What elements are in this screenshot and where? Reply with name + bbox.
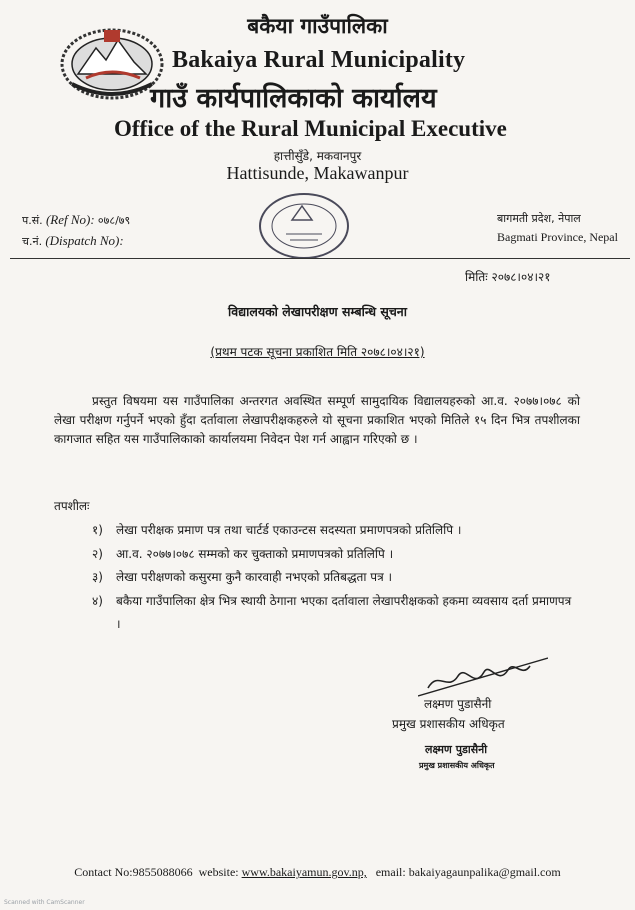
reference-block (22, 210, 130, 252)
list-item (92, 543, 572, 567)
email-label: email: (375, 865, 406, 879)
dispatch-no-line (22, 231, 130, 252)
list-item-number: ४) (92, 593, 103, 608)
signatory-title: प्रमुख प्रशासकीय अधिकृत (392, 717, 505, 731)
notice-subject: विद्यालयको लेखापरीक्षण सम्बन्धि सूचना (228, 304, 407, 319)
dispatch-label-np: च.नं. (22, 235, 43, 248)
dispatch-label-en: (Dispatch No): (45, 233, 124, 248)
office-name-en: Office of the Rural Municipal Executive (114, 116, 507, 141)
publish-date-text: (प्रथम पटक सूचना प्रकाशित मिति २०७८।०४।२१) (210, 345, 425, 359)
province-np: बागमती प्रदेश, नेपाल (497, 212, 581, 225)
office-stamp (256, 190, 352, 262)
notice-date: मितिः २०७८।०४।२१ (465, 270, 551, 284)
signatory-name: लक्ष्मण पुडासैनी (424, 697, 492, 711)
header-divider (10, 258, 630, 259)
email-address[interactable]: bakaiyagaunpalika@gmail.com (408, 865, 561, 879)
ref-label-en: (Ref No): (45, 212, 95, 227)
list-item (92, 519, 572, 543)
scanner-watermark: Scanned with CamScanner (4, 899, 85, 906)
list-item-text: आ.व. २०७७।०७८ सम्मको कर चुक्ताको प्रमाणपत्रको प्रतिलिपि । (116, 546, 394, 561)
address-np: हात्तीसुँडे, मकवानपुर (273, 149, 362, 163)
details-heading: तपशीलः (54, 499, 90, 513)
address-en: Hattisunde, Makawanpur (226, 163, 409, 183)
body-paragraph: प्रस्तुत विषयमा यस गाउँपालिका अन्तरगत अवस्थित सम्पूर्ण सामुदायिक विद्यालयहरुको आ.व. २०७७।०७८ को लेखा परीक्षण गर्नुपर्ने भएको हुँदा दर्तावाला लेखापरीक्षकहरुले यो सूचना प्रकाशित भएको मितिले १५ दिन भित्र तपशीलका कागजात सहित यस गाउँपालिकाको कार्यालयमा निवेदन पेश गर्न आह्वान गरिएको छ । (54, 394, 580, 446)
list-item-number: ३) (92, 570, 103, 584)
municipality-name-en: Bakaiya Rural Municipality (172, 47, 466, 73)
municipality-name-np: बकैया गाउँपालिका (247, 14, 388, 38)
province-block (497, 209, 618, 247)
province-en: Bagmati Province, Nepal (497, 230, 618, 244)
footer-contact (0, 865, 635, 880)
stamp-signatory-title: प्रमुख प्रशासकीय अधिकृत (419, 761, 495, 770)
list-item-text: लेखा परीक्षणको कसुरमा कुनै कारवाही नभएको प्रतिबद्धता पत्र । (116, 570, 393, 584)
website-label: website: (198, 865, 239, 879)
office-name-np: गाउँ कार्यपालिकाको कार्यालय (150, 83, 437, 114)
requirements-list (92, 519, 572, 637)
ref-no-line (22, 210, 130, 231)
notice-body (54, 392, 580, 449)
list-item-text: लेखा परीक्षक प्रमाण पत्र तथा चार्टर्ड एकाउन्टस सदस्यता प्रमाणपत्रको प्रतिलिपि । (116, 523, 462, 537)
stamp-signatory-name: लक्ष्मण पुडासैनी (425, 743, 488, 756)
list-item-number: १) (92, 523, 103, 537)
ref-label-np: प.सं. (22, 214, 43, 227)
notice-publish-line (0, 343, 635, 360)
ref-value: ०७८/७९ (97, 214, 131, 227)
website-link[interactable]: www.bakaiyamun.gov.np, (241, 865, 367, 879)
list-item-text: बकैया गाउँपालिका क्षेत्र भित्र स्थायी ठेगाना भएका दर्तावाला लेखापरीक्षकको हकमा व्यवसाय दर्ता प्रमाणपत्र । (116, 593, 572, 631)
contact-number: Contact No:9855088066 (74, 865, 193, 879)
list-item-number: २) (92, 546, 103, 561)
list-item (92, 566, 572, 590)
list-item (92, 590, 572, 637)
